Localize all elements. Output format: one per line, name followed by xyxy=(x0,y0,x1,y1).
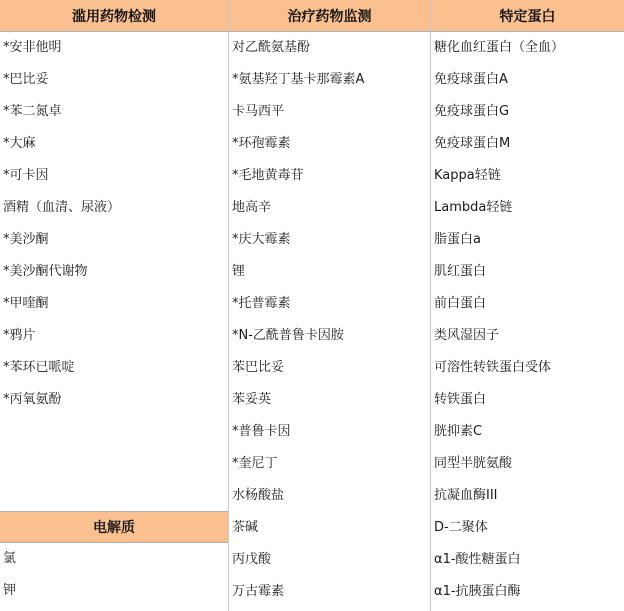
list-item: *苯二氮卓 xyxy=(3,104,62,119)
list-item: *苯环已哌啶 xyxy=(3,360,75,375)
list-item: *庆大霉素 xyxy=(232,232,291,247)
list-item: 脂蛋白a xyxy=(434,232,481,247)
list-item: 地高辛 xyxy=(232,200,272,215)
list-item: 抗凝血酶III xyxy=(434,488,498,503)
list-item: 免疫球蛋白G xyxy=(434,104,510,119)
column-drugs-of-abuse xyxy=(0,0,229,611)
list-item: 苯妥英 xyxy=(232,392,272,407)
list-item: *丙氧氨酚 xyxy=(3,392,62,407)
list-item: α1-酸性糖蛋白 xyxy=(434,552,521,567)
list-item: 对乙酰氨基酚 xyxy=(232,40,311,55)
list-item: *氨基羟丁基卡那霉素A xyxy=(232,72,365,87)
list-item: 酒精（血清、尿液） xyxy=(3,200,121,215)
column-header: 治疗药物监测 xyxy=(229,0,430,32)
list-item: 茶碱 xyxy=(232,520,259,535)
list-item: 类风湿因子 xyxy=(434,328,500,343)
list-item: 糖化血红蛋白（全血） xyxy=(434,40,565,55)
list-item: 肌红蛋白 xyxy=(434,264,487,279)
list-item: *托普霉素 xyxy=(232,296,291,311)
list-item: 前白蛋白 xyxy=(434,296,487,311)
electrolytes-header: 电解质 xyxy=(0,511,228,543)
list-item: D-二聚体 xyxy=(434,520,488,535)
item-list xyxy=(0,32,228,416)
list-item: *美沙酮代谢物 xyxy=(3,264,88,279)
list-item: 氯 xyxy=(3,551,17,566)
list-item: α1-抗胰蛋白酶 xyxy=(434,584,521,599)
list-item: *巴比妥 xyxy=(3,72,49,87)
list-item: *大麻 xyxy=(3,136,36,151)
list-item: *毛地黄毒苷 xyxy=(232,168,304,183)
list-item: 可溶性转铁蛋白受体 xyxy=(434,360,552,375)
column-header: 滥用药物检测 xyxy=(0,0,228,32)
list-item: 免疫球蛋白M xyxy=(434,136,511,151)
list-item: *普鲁卡因 xyxy=(232,424,291,439)
list-item: Kappa轻链 xyxy=(434,168,501,183)
list-item: *安非他明 xyxy=(3,40,62,55)
list-item: Lambda轻链 xyxy=(434,200,513,215)
list-item: 锂 xyxy=(232,264,246,279)
list-item: 同型半胱氨酸 xyxy=(434,456,513,471)
list-item: *环孢霉素 xyxy=(232,136,291,151)
list-item: 免疫球蛋白A xyxy=(434,72,508,87)
electrolytes-list xyxy=(0,543,228,607)
list-item: 万古霉素 xyxy=(232,584,285,599)
list-item: 丙戊酸 xyxy=(232,552,272,567)
list-item: *可卡因 xyxy=(3,168,49,183)
list-item: *奎尼丁 xyxy=(232,456,278,471)
item-list xyxy=(431,32,624,608)
column-specific-proteins xyxy=(431,0,624,611)
list-item: 转铁蛋白 xyxy=(434,392,487,407)
list-item: *鸦片 xyxy=(3,328,36,343)
list-item: *美沙酮 xyxy=(3,232,49,247)
list-item: *N-乙酰普鲁卡因胺 xyxy=(232,328,344,343)
list-item: 胱抑素C xyxy=(434,424,483,439)
column-therapeutic-drug-monitoring xyxy=(229,0,431,611)
list-item: 苯巴比妥 xyxy=(232,360,285,375)
list-item: 水杨酸盐 xyxy=(232,488,285,503)
list-item: *甲喹酮 xyxy=(3,296,49,311)
column-header: 特定蛋白 xyxy=(431,0,624,32)
list-item: 钾 xyxy=(3,583,17,598)
list-item: 卡马西平 xyxy=(232,104,285,119)
item-list xyxy=(229,32,430,608)
